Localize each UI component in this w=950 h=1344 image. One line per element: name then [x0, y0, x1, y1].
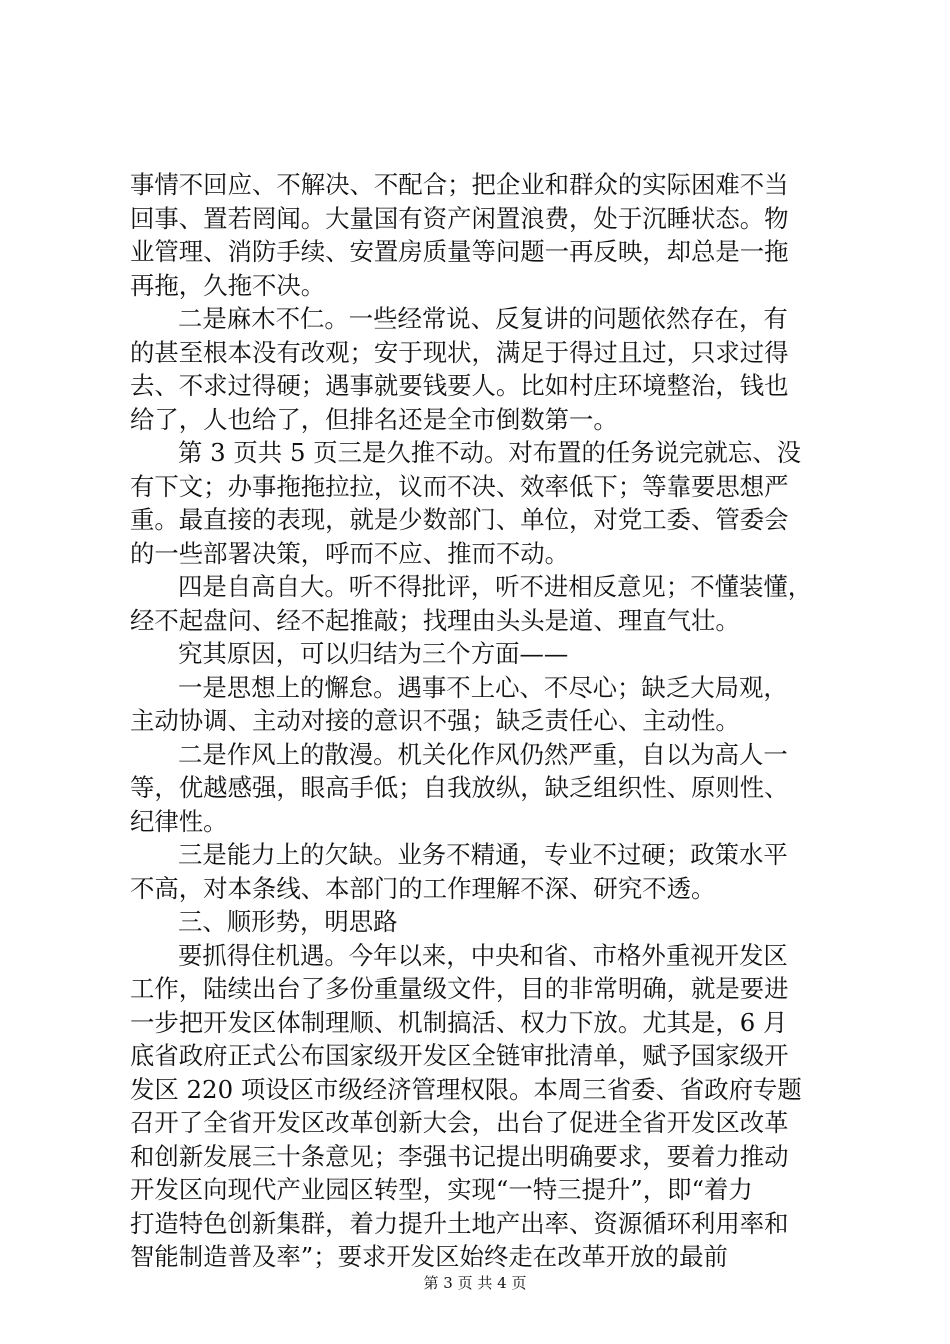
text-line: 事情不回应、不解决、不配合；把企业和群众的实际困难不当 — [130, 170, 789, 199]
text-line: 究其原因，可以归结为三个方面—— — [178, 639, 569, 668]
text-line: 的甚至根本没有改观；安于现状，满足于得过且过，只求过得 — [130, 337, 789, 367]
text-line: 的一些部署决策，呼而不应、推而不动。 — [130, 538, 570, 568]
text-line: 第 3 页共 5 页三是久推不动。对布置的任务说完就忘、没 — [178, 438, 802, 467]
text-line: 三、顺形势，明思路 — [178, 907, 398, 936]
text-line: 发区 220 项设区市级经济管理权限。本周三省委、省政府专题 — [130, 1074, 802, 1104]
text-line: 智能制造普及率”；要求开发区始终走在改革开放的最前 — [130, 1242, 728, 1271]
text-line: 不高，对本条线、本部门的工作理解不深、研究不透。 — [130, 873, 716, 903]
text-line: 重。最直接的表现，就是少数部门、单位，对党工委、管委会 — [130, 505, 789, 534]
text-line: 一步把开发区体制理顺、机制搞活、权力下放。尤其是，6 月 — [130, 1007, 788, 1037]
text-line: 召开了全省开发区改革创新大会，出台了促进全省开发区改革 — [130, 1108, 789, 1137]
document-body — [130, 168, 830, 1274]
text-line: 底省政府正式公布国家级开发区全链审批清单，赋予国家级开 — [130, 1041, 789, 1070]
text-line: 主动协调、主动对接的意识不强；缺乏责任心、主动性。 — [130, 706, 740, 735]
text-line: 和创新发展三十条意见；李强书记提出明确要求，要着力推动 — [130, 1141, 789, 1171]
text-line: 要抓得住机遇。今年以来，中央和省、市格外重视开发区 — [178, 940, 788, 970]
text-line: 四是自高自大。听不得批评，听不进相反意见；不懂装懂， — [178, 572, 813, 601]
text-line: 三是能力上的欠缺。业务不精通，专业不过硬；政策水平 — [178, 840, 788, 869]
text-line: 经不起盘问、经不起推敲；找理由头头是道、理直气壮。 — [130, 605, 740, 635]
text-line: 给了，人也给了，但排名还是全市倒数第一。 — [130, 404, 618, 434]
text-line: 纪律性。 — [130, 806, 228, 836]
page-footer: 第 3 页 共 4 页 — [423, 1274, 527, 1292]
text-line: 等，优越感强，眼高手低；自我放纵，缺乏组织性、原则性、 — [130, 773, 789, 802]
text-line: 业管理、消防手续、安置房质量等问题一再反映，却总是一拖 — [130, 237, 789, 266]
text-line: 回事、置若罔闻。大量国有资产闲置浪费，处于沉睡状态。物 — [130, 203, 789, 233]
text-line: 打造特色创新集群，着力提升土地产出率、资源循环利用率和 — [130, 1208, 789, 1238]
text-line: 再拖，久拖不决。 — [130, 270, 326, 300]
text-line: 工作，陆续出台了多份重量级文件，目的非常明确，就是要进 — [130, 974, 789, 1003]
text-line: 有下文；办事拖拖拉拉，议而不决、效率低下；等靠要思想严 — [130, 471, 789, 501]
text-line: 二是麻木不仁。一些经常说、反复讲的问题依然存在，有 — [178, 304, 788, 333]
text-line: 去、不求过得硬；遇事就要钱要人。比如村庄环境整治，钱也 — [130, 371, 789, 400]
text-line: 一是思想上的懈怠。遇事不上心、不尽心；缺乏大局观， — [178, 672, 788, 702]
text-line: 开发区向现代产业园区转型，实现“一特三提升”，即“着力 — [130, 1175, 753, 1204]
text-line: 二是作风上的散漫。机关化作风仍然严重，自以为高人一 — [178, 739, 788, 769]
